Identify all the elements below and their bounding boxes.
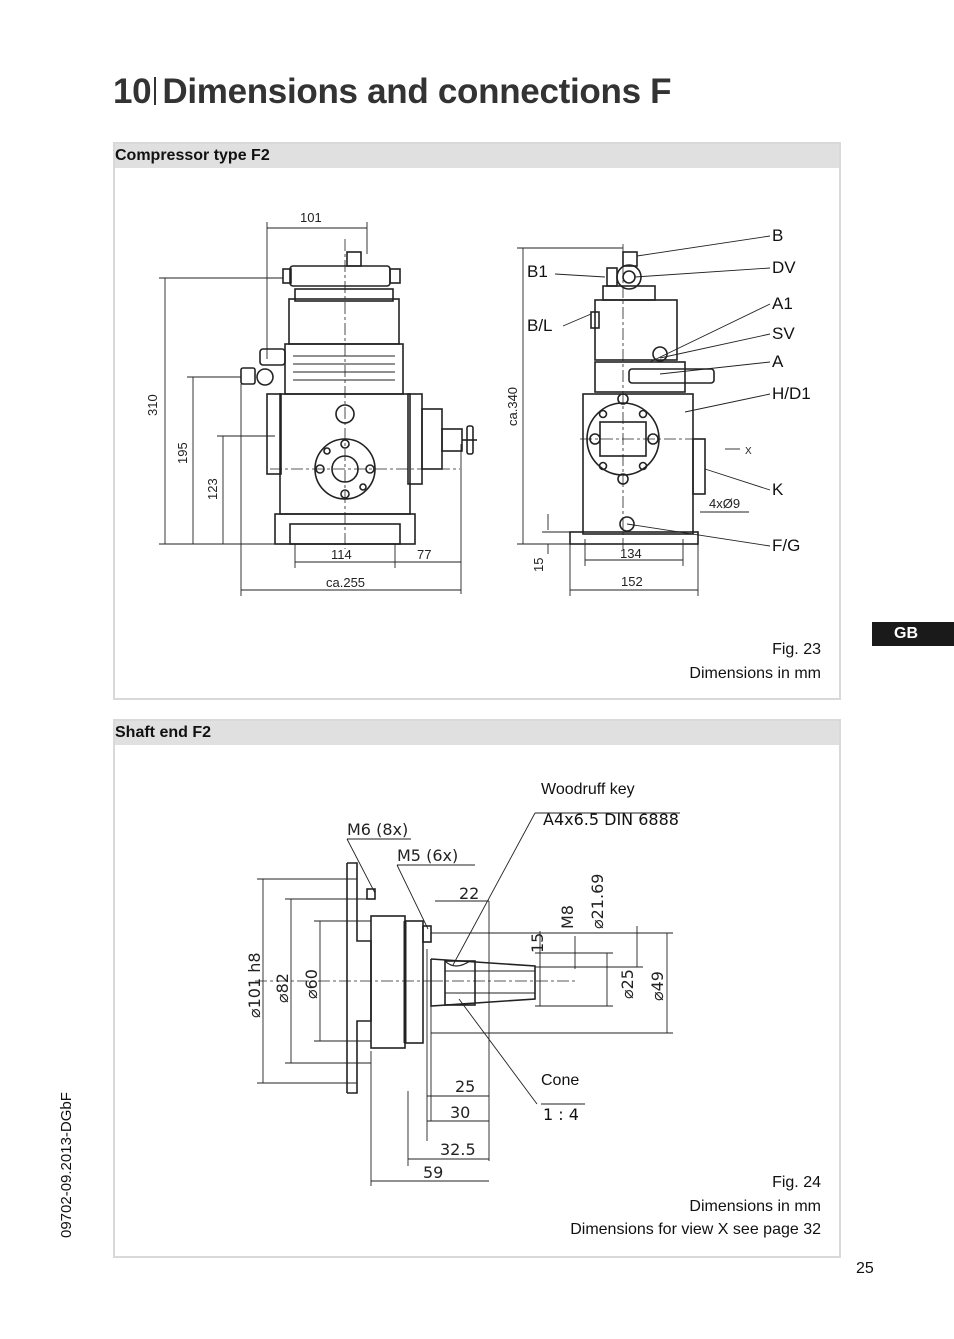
language-tab: GB — [872, 622, 954, 646]
label-a: A — [772, 352, 784, 371]
dim-d82: ⌀82 — [273, 973, 292, 1003]
label-dv: DV — [772, 258, 796, 277]
dim-foot-height: 15 — [531, 557, 546, 572]
dim-top-width: 101 — [300, 210, 322, 225]
dim-d101: ⌀101 h8 — [245, 952, 264, 1018]
dim-height-mid: 195 — [175, 442, 190, 464]
dim-holes-spacing: 134 — [620, 546, 642, 561]
figure-panel-compressor — [113, 142, 841, 700]
figure-caption: Fig. 23 Dimensions in mm — [689, 641, 821, 682]
dim-22: 22 — [459, 884, 480, 903]
dim-25: 25 — [455, 1077, 476, 1096]
dim-32-5: 32.5 — [440, 1140, 476, 1159]
cone-ratio: 1 : 4 — [543, 1105, 579, 1124]
dim-59: 59 — [423, 1163, 444, 1182]
label-hd1: H/D1 — [772, 384, 811, 403]
woodruff-key-spec: A4x6.5 DIN 6888 — [543, 810, 679, 829]
dim-foot-width: 152 — [621, 574, 643, 589]
compressor-drawing — [115, 144, 843, 702]
dim-base-left: 114 — [331, 547, 352, 562]
dim-d25: ⌀25 — [618, 969, 637, 999]
figure-caption: Fig. 24 Dimensions in mm Dimensions for view X see page 32 — [570, 1174, 821, 1238]
page-title: 10 Dimensions and connections F — [113, 72, 672, 111]
figure-panel-shaft — [113, 719, 841, 1258]
label-b: B — [772, 226, 784, 245]
label-k: K — [772, 480, 784, 499]
dim-base-right: 77 — [417, 547, 432, 562]
dim-d2169: ⌀21.69 — [588, 873, 607, 929]
label-sv: SV — [772, 324, 795, 343]
label-b1: B1 — [527, 262, 548, 281]
document-reference: 09702-09.2013-DGbF — [58, 1092, 75, 1238]
dim-m8: M8 — [558, 905, 577, 929]
dim-d49: ⌀49 — [648, 971, 667, 1001]
dim-overall-width: ca.255 — [326, 575, 366, 590]
page-number: 25 — [856, 1260, 874, 1277]
dim-30: 30 — [450, 1103, 471, 1122]
panel-header: Shaft end F2 — [115, 721, 839, 745]
label-bl: B/L — [527, 316, 553, 335]
dim-d60: ⌀60 — [302, 969, 321, 999]
view-x-marker: X — [745, 446, 752, 457]
dim-15: 15 — [528, 932, 547, 953]
woodruff-key-label: Woodruff key — [541, 781, 635, 798]
dim-height-low: 123 — [205, 478, 220, 500]
dim-holes: 4xØ9 — [709, 496, 741, 511]
dim-height-total: 310 — [145, 394, 160, 416]
dim-m5: M5 (6x) — [397, 846, 459, 865]
panel-header: Compressor type F2 — [115, 144, 839, 168]
dim-side-height: ca.340 — [505, 386, 520, 426]
label-a1: A1 — [772, 294, 793, 313]
label-fg: F/G — [772, 536, 801, 555]
cone-label: Cone — [541, 1072, 580, 1089]
dim-m6: M6 (8x) — [347, 820, 409, 839]
